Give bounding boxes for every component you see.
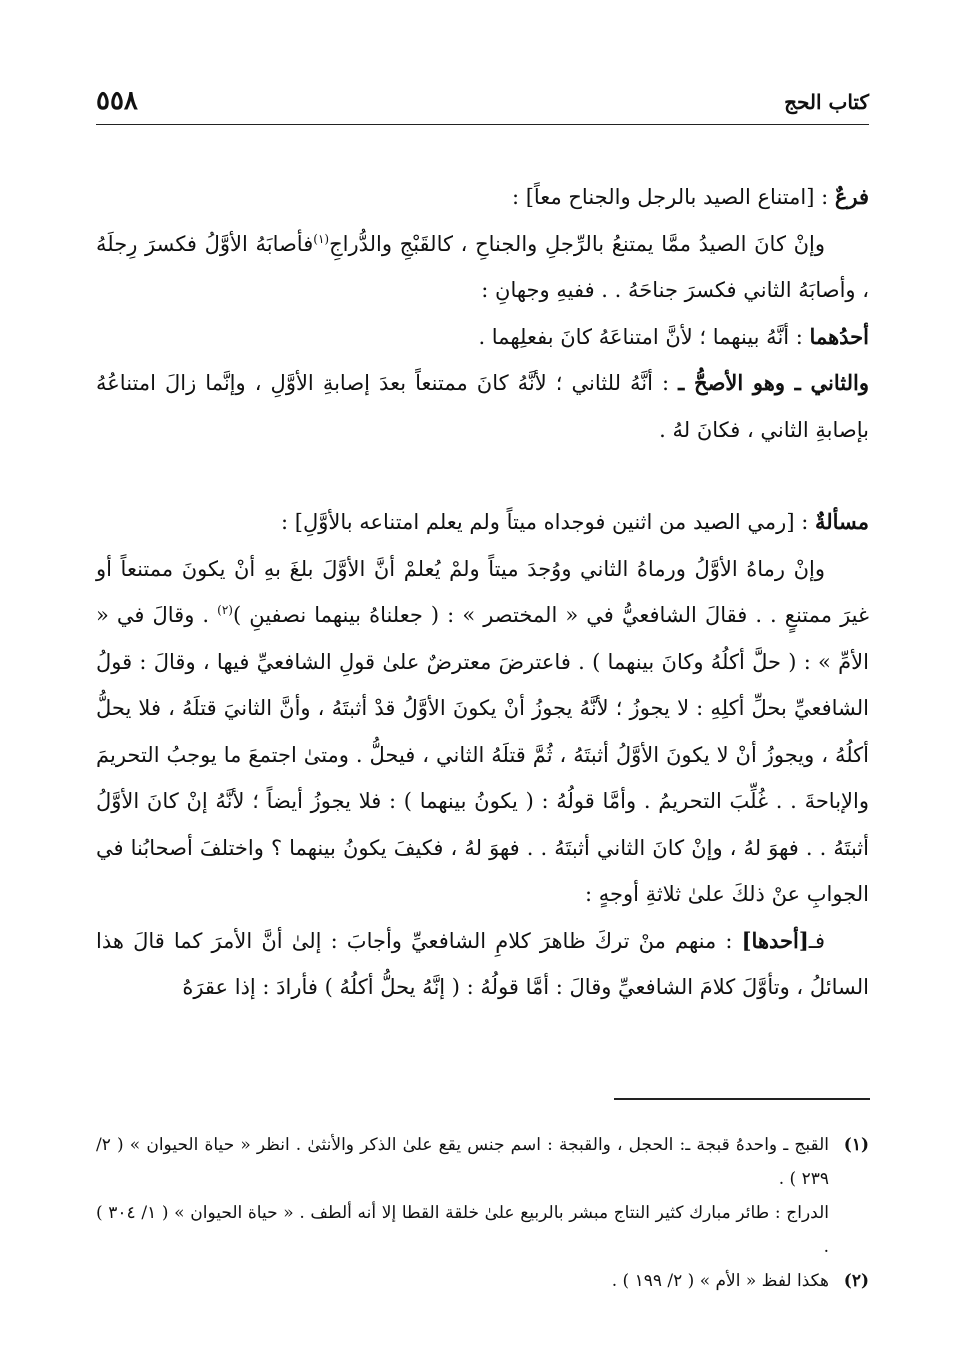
section-heading — [96, 174, 869, 221]
footnote-number: (٢) — [843, 1271, 869, 1291]
paragraph-text: : منهم منْ تركَ ظاهرَ كلامِ الشافعيِّ وأجابَ : إلىٰ أنَّ الأمرَ كما قالَ هذا السائلُ ، وتأوَّلَ كلامَ الشافعيِّ وقالَ : أمَّا قولُهُ : ( إنَّهُ يحلُّ أكلُهُ ) فأرادَ : إذا عقرَهُ — [96, 928, 869, 999]
footnote-separator — [614, 1098, 870, 1100]
footnote — [96, 1196, 869, 1264]
paragraph — [96, 546, 869, 918]
paragraph — [96, 918, 869, 1011]
footnotes — [96, 1128, 869, 1298]
paragraph-text: : أنَّهُ للثاني ؛ لأنَّهُ كانَ ممتنعاً بعدَ إصابةِ الأوَّلِ ، وإنَّما زالَ امتناعُهُ بإصابةِ الثاني ، فكانَ لهُ . — [96, 371, 869, 442]
paragraph-text: فأصابَهُ الأوَّلُ فكسرَ رِجلَهُ ، وأصابَهُ الثاني فكسرَ جناحَهُ . . ففيهِ وجهانِ : — [96, 231, 869, 302]
paragraph — [96, 360, 869, 453]
paragraph-text: : أنَّهُ بينهما ؛ لأنَّ امتناعَهُ كانَ بفعلِهما . — [478, 324, 810, 349]
opinion-label: والثاني ـ وهو الأصحُّ ـ — [678, 370, 869, 395]
section-heading — [96, 499, 869, 546]
footnote-text: القبج ـ واحدهُ قبجة ـ: الحجل ، والقبجة : اسم جنس يقع علىٰ الذكر والأنثىٰ . انظر « حياة الحيوان » ( ٢/ ٢٣٩ ) . — [96, 1135, 829, 1189]
paragraph — [96, 221, 869, 314]
header-rule — [96, 124, 869, 125]
footnote-text: هكذا لفظ « الأم » ( ٢/ ١٩٩ ) . — [611, 1271, 829, 1291]
page-header — [96, 86, 869, 120]
section-label: مسألةٌ — [814, 509, 869, 534]
footnote-ref: (٢) — [217, 603, 233, 617]
paragraph-text: وإنْ كانَ الصيدُ ممَّا يمتنعُ بالرِّجلِ والجناحِ ، كالقَبْجِ والدُّراجِ — [329, 231, 825, 256]
section-title: : [امتناع الصيد بالرجل والجناح معاً] : — [511, 185, 835, 209]
paragraph-text: وإنْ رماهُ الأوَّلُ ورماهُ الثاني ووُجدَ ميتاً ولمْ يُعلمْ أنَّ الأوَّلَ بلغَ بهِ أنْ يكونَ ممتنعاً أو غيرَ ممتنعٍ . . فقالَ الشافعيُّ في « المختصر » : ( جعلناهُ بينهما نصفينِ ) — [96, 556, 869, 627]
footnote-ref: (١) — [313, 231, 330, 246]
footnote — [96, 1128, 869, 1196]
section-title: : [رمي الصيد من اثنين فوجداه ميتاً ولم يعلم امتناعه بالأوَّلِ] : — [281, 510, 815, 534]
opinion-label: [أحدها] — [741, 927, 809, 953]
paragraph-text: . وقالَ في « الأمِّ » : ( حلَّ أكلُهُ وكانَ بينهما ) . فاعترضَ معترضٌ علىٰ قولِ الشافعيِّ فيها ، وقالَ : قولُ الشافعيِّ بحلِّ أكلِهِ : لا يجوزُ ؛ لأنَّهُ يجوزُ أنْ يكونَ الأوَّلُ قدْ أثبتَهُ ، وأنَّ الثانيَ قتلَهُ ، فلا يحلُّ أكلُهُ ، ويجوزُ أنْ لا يكونَ الأوَّلُ أثبتَهُ ، ثُمَّ قتلَهُ الثاني ، فيحلُّ . ومتىٰ اجتمعَ ما يوجبُ التحريمَ والإباحةَ . . غُلِّبَ التحريمُ . وأمَّا قولُهُ : ( يكونُ بينهما ) : فلا يجوزُ أيضاً ؛ لأنَّهُ إنْ كانَ الأوَّلُ أثبتَهُ . . فهوَ لهُ ، وإنْ كانَ الثاني أثبتَهُ . . فهوَ لهُ ، فكيفَ يكونُ بينهما ؟ واختلفَ أصحابُنا في الجوابِ عنْ ذلكَ علىٰ ثلاثةِ أوجهٍ : — [96, 603, 869, 906]
opinion-label: أحدُهما — [809, 323, 869, 349]
running-title: كتاب الحج — [784, 90, 869, 114]
section-label: فرعٌ — [834, 184, 869, 209]
paragraph-prefix: فـ — [808, 928, 825, 953]
footnote-text: الدراج : طائر مبارك كثير النتاج مبشر بالربيع علىٰ خلقة القطا إلا أنه ألطف . « حياة الحيوان » ( ١/ ٣٠٤ ) . — [96, 1203, 829, 1257]
footnote-number: (١) — [843, 1135, 869, 1155]
footnote — [96, 1264, 869, 1298]
page-number: ٥٥٨ — [96, 86, 138, 116]
main-text — [96, 174, 869, 1011]
paragraph — [96, 314, 869, 361]
